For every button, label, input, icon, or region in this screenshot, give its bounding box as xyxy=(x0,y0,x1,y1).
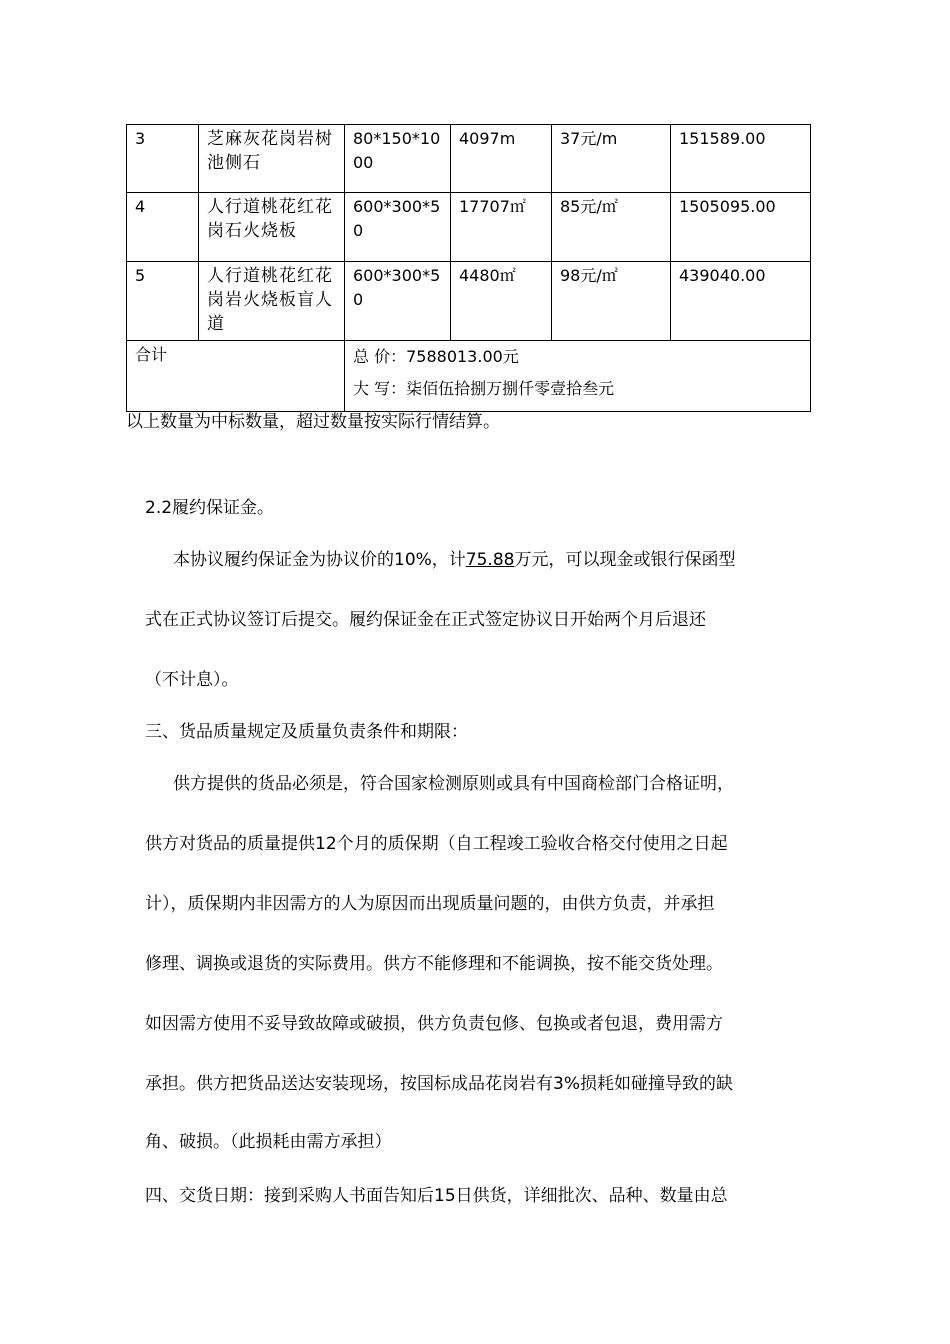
total-words-line xyxy=(353,375,802,407)
item-unit-price: 98元/㎡ xyxy=(552,262,671,341)
quality-line: 角、破损。（此损耗由需方承担） xyxy=(145,1132,392,1152)
price-table xyxy=(126,124,811,412)
deposit-paragraph-line-2: 式在正式协议签订后提交。履约保证金在正式签定协议日开始两个月后退还 xyxy=(145,610,706,630)
quality-line: 供方提供的货品必须是，符合国家检测原则或具有中国商检部门合格证明， xyxy=(173,774,734,794)
section-2-2-heading: 2.2履约保证金。 xyxy=(145,498,275,518)
quantity-note: 以上数量为中标数量，超过数量按实际行情结算。 xyxy=(126,412,500,432)
total-price-label: 总 价： xyxy=(353,347,407,366)
total-price-line xyxy=(353,343,802,375)
deposit-text-part-2: 万元，可以现金或银行保函型 xyxy=(514,550,736,570)
deposit-paragraph-line-1 xyxy=(173,548,843,572)
quality-line: 计），质保期内非因需方的人为原因而出现质量问题的，由供方负责，并承担 xyxy=(145,894,715,914)
item-quantity: 4480㎡ xyxy=(451,262,552,341)
deposit-amount: 75.88 xyxy=(465,550,515,570)
section-4-line: 四、交货日期：接到采购人书面告知后15日供货，详细批次、品种、数量由总 xyxy=(145,1186,728,1206)
item-name: 芝麻灰花岗岩树池侧石 xyxy=(199,125,345,193)
item-spec: 600*300*50 xyxy=(345,193,451,262)
item-spec: 600*300*50 xyxy=(345,262,451,341)
total-label: 合计 xyxy=(127,341,345,412)
table-row xyxy=(127,193,811,262)
item-quantity: 17707㎡ xyxy=(451,193,552,262)
row-number: 5 xyxy=(127,262,199,341)
item-quantity: 4097m xyxy=(451,125,552,193)
item-amount: 439040.00 xyxy=(671,262,811,341)
table-row xyxy=(127,262,811,341)
section-3-heading: 三、货品质量规定及质量负责条件和期限： xyxy=(145,722,468,742)
item-unit-price: 37元/m xyxy=(552,125,671,193)
total-words-value: 柒佰伍拾捌万捌仟零壹拾叁元 xyxy=(406,379,615,398)
row-number: 3 xyxy=(127,125,199,193)
item-name: 人行道桃花红花岗岩火烧板盲人道 xyxy=(199,262,345,341)
quality-line: 供方对货品的质量提供12个月的质保期（自工程竣工验收合格交付使用之日起 xyxy=(145,834,728,854)
item-name: 人行道桃花红花岗石火烧板 xyxy=(199,193,345,262)
total-row xyxy=(127,341,811,412)
total-values xyxy=(345,341,811,412)
row-number: 4 xyxy=(127,193,199,262)
deposit-text-part-1: 本协议履约保证金为协议价的10%，计 xyxy=(173,550,466,570)
deposit-paragraph-line-3: （不计息）。 xyxy=(145,670,239,690)
item-unit-price: 85元/㎡ xyxy=(552,193,671,262)
quality-line: 承担。供方把货品送达安装现场，按国标成品花岗岩有3%损耗如碰撞导致的缺 xyxy=(145,1074,733,1094)
item-amount: 151589.00 xyxy=(671,125,811,193)
item-amount: 1505095.00 xyxy=(671,193,811,262)
total-price-value: 7588013.00元 xyxy=(406,347,519,366)
table-row xyxy=(127,125,811,193)
item-spec: 80*150*1000 xyxy=(345,125,451,193)
quality-line: 如因需方使用不妥导致故障或破损，供方负责包修、包换或者包退，费用需方 xyxy=(145,1014,723,1034)
quality-line: 修理、调换或退货的实际费用。供方不能修理和不能调换，按不能交货处理。 xyxy=(145,954,723,974)
total-words-label: 大 写： xyxy=(353,379,407,398)
